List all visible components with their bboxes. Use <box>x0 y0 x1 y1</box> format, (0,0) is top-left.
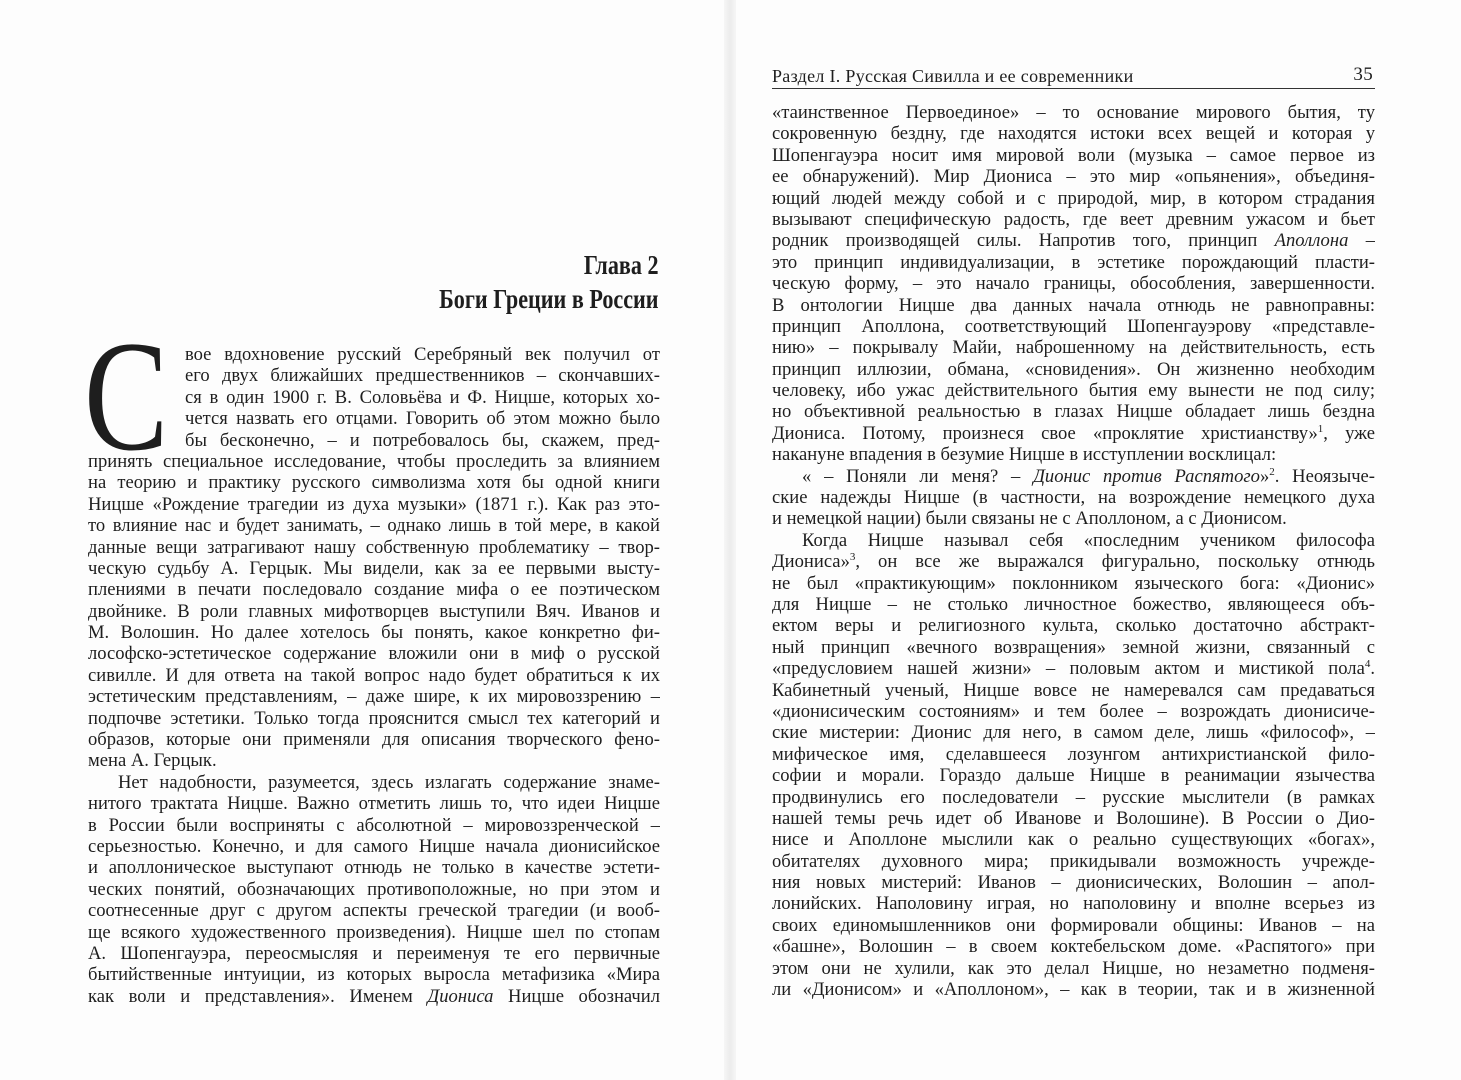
drop-cap: С <box>84 309 169 484</box>
text-line: ся в один 1900 г. В. Соловьёва и Ф. Ницше, которых хо- <box>185 386 660 408</box>
text-line: в России были восприняты с абсолютной – мировоззренческой – <box>88 814 660 836</box>
text-line: то влияние нас и будет занимать, – однако лишь в той мере, в какой <box>88 515 660 537</box>
text-line: Шопенгауэра носит имя мировой воли (музыка – самое первое из <box>772 144 1375 166</box>
text-line: вое вдохновение русский Серебряный век получил от <box>185 344 660 365</box>
text-line: обитателях духовного мира; прикидывали возможность учрежде- <box>772 850 1375 872</box>
right-page-body <box>772 102 1375 1000</box>
text-line: принцип иллюзии, обмана, «сновидения». Он жизненно необходим <box>772 358 1375 380</box>
text-line: Когда Ницше называл себя «последним учеником философа <box>802 529 1375 551</box>
text-line: А. Шопенгауэра, переосмысляя и переименуя те его первичные <box>88 942 660 964</box>
text-line: Кабинетный ученый, Ницше вовсе не намеревался сам предаваться <box>772 679 1375 701</box>
text-line: «дионисическим состояниям» и тем более – возрождать дионисиче- <box>772 700 1375 722</box>
text-line: мена А. Герцык. <box>88 750 217 772</box>
text-line: ческую форму, – это начало границы, обособления, завершенности. <box>772 273 1375 295</box>
text-line: «башне», Волошин – в своем коктебельском доме. «Распятого» при <box>772 936 1375 958</box>
text-line: лонийских. Наполовину играя, но наполовину и вполне всерьез из <box>772 893 1375 915</box>
text-line: нию» – покрывалу Майи, наброшенному на действительность, есть <box>772 337 1375 359</box>
text-line: чется назвать его отцами. Говорить об этом можно было <box>185 408 660 430</box>
text-line: ния новых мистерий: Иванов – дионисических, Волошин – апол- <box>772 872 1375 894</box>
text-line: образов, которые они применяли для описания творческого фено- <box>88 729 660 751</box>
italic-text: Диониса <box>427 985 494 1007</box>
text-line: родник производящей силы. Напротив того, принцип Аполлона – <box>772 230 1375 252</box>
text-line: лософско-эстетическое содержание вложили они в миф о русской <box>88 643 660 665</box>
text-line: для Ницше – не столько личностное божество, являющееся объ- <box>772 593 1375 615</box>
text-line: и аполлоническое выступают отнюдь не только в качестве эстети- <box>88 857 660 879</box>
text-line: нашей темы речь идет об Иванове и Волошине). В России о Дио- <box>772 807 1375 829</box>
text-line: и немецкой нации) были связаны не с Аполлоном, а с Дионисом. <box>772 508 1287 530</box>
text-line: этом они не хулили, как это делал Ницше, но незаметно подменя- <box>772 957 1375 979</box>
chapter-number: Глава 2 <box>584 250 659 280</box>
text-line: данные вещи затрагивают нашу собственную проблематику – твор- <box>88 536 660 558</box>
text-line: Нет надобности, разумеется, здесь излагать содержание знаме- <box>118 771 660 793</box>
text-line: ще всякого художественного произведения). Ницше шел по стопам <box>88 921 660 943</box>
text-line: ющий людей между собой и с природой, мир, в котором страдания <box>772 187 1375 209</box>
text-line: плениями в печати последовало создание мифа о ее поэтическом <box>88 579 660 601</box>
text-line: ный принцип «вечного возвращения» земной жизни, связанный с <box>772 636 1375 658</box>
footnote-mark: 2 <box>1269 465 1275 478</box>
text-line: эстетическим представлениям, – даже шире, к их мировоззрению – <box>88 686 660 708</box>
text-line: его двух ближайших предшественников – скончавших- <box>185 365 660 387</box>
text-line: принять специальное исследование, чтобы проследить за влиянием <box>88 450 660 472</box>
text-line: нисе и Аполлоне мыслили как о реально существующих «богах», <box>772 829 1375 851</box>
text-line: бытийственные интуиции, из которых выросла метафизика «Мира <box>88 964 660 986</box>
text-line: сивилле. И для ответа на такой вопрос надо будет обратиться к их <box>88 664 660 686</box>
text-line: « – Поняли ли меня? – Дионис против Распятого»$^2$. Неоязыче- <box>802 465 1375 487</box>
text-line: соотнесенные друг с другом аспекты греческой трагедии (и вооб- <box>88 900 660 922</box>
text-line: ские мистерии: Дионис для него, в самом деле, лишь «философ», – <box>772 722 1375 744</box>
text-line: продвинулись его последователи – русские мыслители (в рамках <box>772 786 1375 808</box>
text-line: мифическое имя, сделавшееся лозунгом антихристианской фило- <box>772 743 1375 765</box>
text-line: бы бесконечно, – и потребовалось бы, скажем, пред- <box>185 429 660 451</box>
text-line: вызывают специфическую радость, где веет древним ужасом и бьет <box>772 208 1375 230</box>
italic-text: Дионис против Распятого <box>1033 465 1260 487</box>
text-line: ектом веры и религиозного культа, сколько достаточно абстракт- <box>772 615 1375 637</box>
text-line: это принцип индивидуализации, в эстетике порождающий пласти- <box>772 251 1375 273</box>
text-line: двойнике. В роли главных мифотворцев выступили Вяч. Иванов и <box>88 600 660 622</box>
footnote-mark: 1 <box>1317 422 1324 435</box>
text-line: М. Волошин. Но далее хотелось бы понять, какое конкретно фи- <box>88 622 660 644</box>
text-line: подпочве эстетики. Только тогда прояснится смысл тех категорий и <box>88 707 660 729</box>
left-page <box>0 0 730 1080</box>
chapter-title: Боги Греции в России <box>439 284 659 314</box>
text-line: своих единомышленников они формировали общины: Иванов – на <box>772 914 1375 936</box>
text-line: В онтологии Ницше два данных начала отнюдь не равноправны: <box>772 294 1375 316</box>
text-line: ские надежды Ницше (в частности, на возрождение немецкого духа <box>772 487 1375 509</box>
footnote-mark: 4 <box>1364 658 1371 671</box>
text-line: «таинственное Первоединое» – то основание мирового бытия, ту <box>772 102 1375 123</box>
chapter-heading <box>440 248 659 316</box>
text-line: накануне впадения в безумие Ницше в исступлении восклицал: <box>772 444 1277 466</box>
footnote-mark: 3 <box>849 551 856 564</box>
text-line: сокровенную бездну, где находятся истоки всех вещей и которая у <box>772 123 1375 145</box>
text-line: человеку, ибо ужас действительного бытия ему вынести не под силу; <box>772 380 1375 402</box>
section-title: Раздел I. Русская Сивилла и ее современники <box>772 66 1134 86</box>
page-number: 35 <box>1353 64 1373 85</box>
text-line: Ницше «Рождение трагедии из духа музыки» (1871 г.). Как раз это- <box>88 493 660 515</box>
text-line: Диониса»$^3$, он все же выражался фигурально, поскольку отнюдь <box>772 551 1375 573</box>
left-page-body <box>88 344 660 1007</box>
text-line: но объективной реальностью в глазах Ницше обладает лишь бездна <box>772 401 1375 423</box>
text-line: ческую судьбу А. Герцык. Мы видели, как за ее первыми высту- <box>88 557 660 579</box>
text-line: софии и морали. Гораздо дальше Ницше в реанимации язычества <box>772 765 1375 787</box>
book-gutter <box>724 0 736 1080</box>
text-line: на теорию и практику русского символизма хотя бы одной книги <box>88 472 660 494</box>
text-line: как воли и представления». Именем Диониса Ницше обозначил <box>88 985 660 1007</box>
text-line: ли «Дионисом» и «Аполлоном», – как в теории, так и в жизненной <box>772 979 1375 1001</box>
text-line: принцип Аполлона, соответствующий Шопенгауэрову «представле- <box>772 315 1375 337</box>
italic-text: Аполлона <box>1274 230 1349 252</box>
text-line: «предусловием нашей жизни» – половым актом и мистикой пола$^4$. <box>772 658 1375 680</box>
running-header <box>772 64 1375 89</box>
text-line: нитого трактата Ницше. Важно отметить лишь то, что идеи Ницше <box>88 793 660 815</box>
text-line: ческих понятий, обозначающих противоположные, но при этом и <box>88 878 660 900</box>
text-line: Диониса. Потому, произнеся свое «проклятие христианству»$^1$, уже <box>772 422 1375 444</box>
text-line: не был «практикующим» поклонником языческого бога: «Дионис» <box>772 572 1375 594</box>
text-line: ее обнаружений). Мир Диониса – это мир «опьянения», объединя- <box>772 166 1375 188</box>
text-line: серьезностью. Конечно, и для самого Ницше начала дионисийское <box>88 835 660 857</box>
